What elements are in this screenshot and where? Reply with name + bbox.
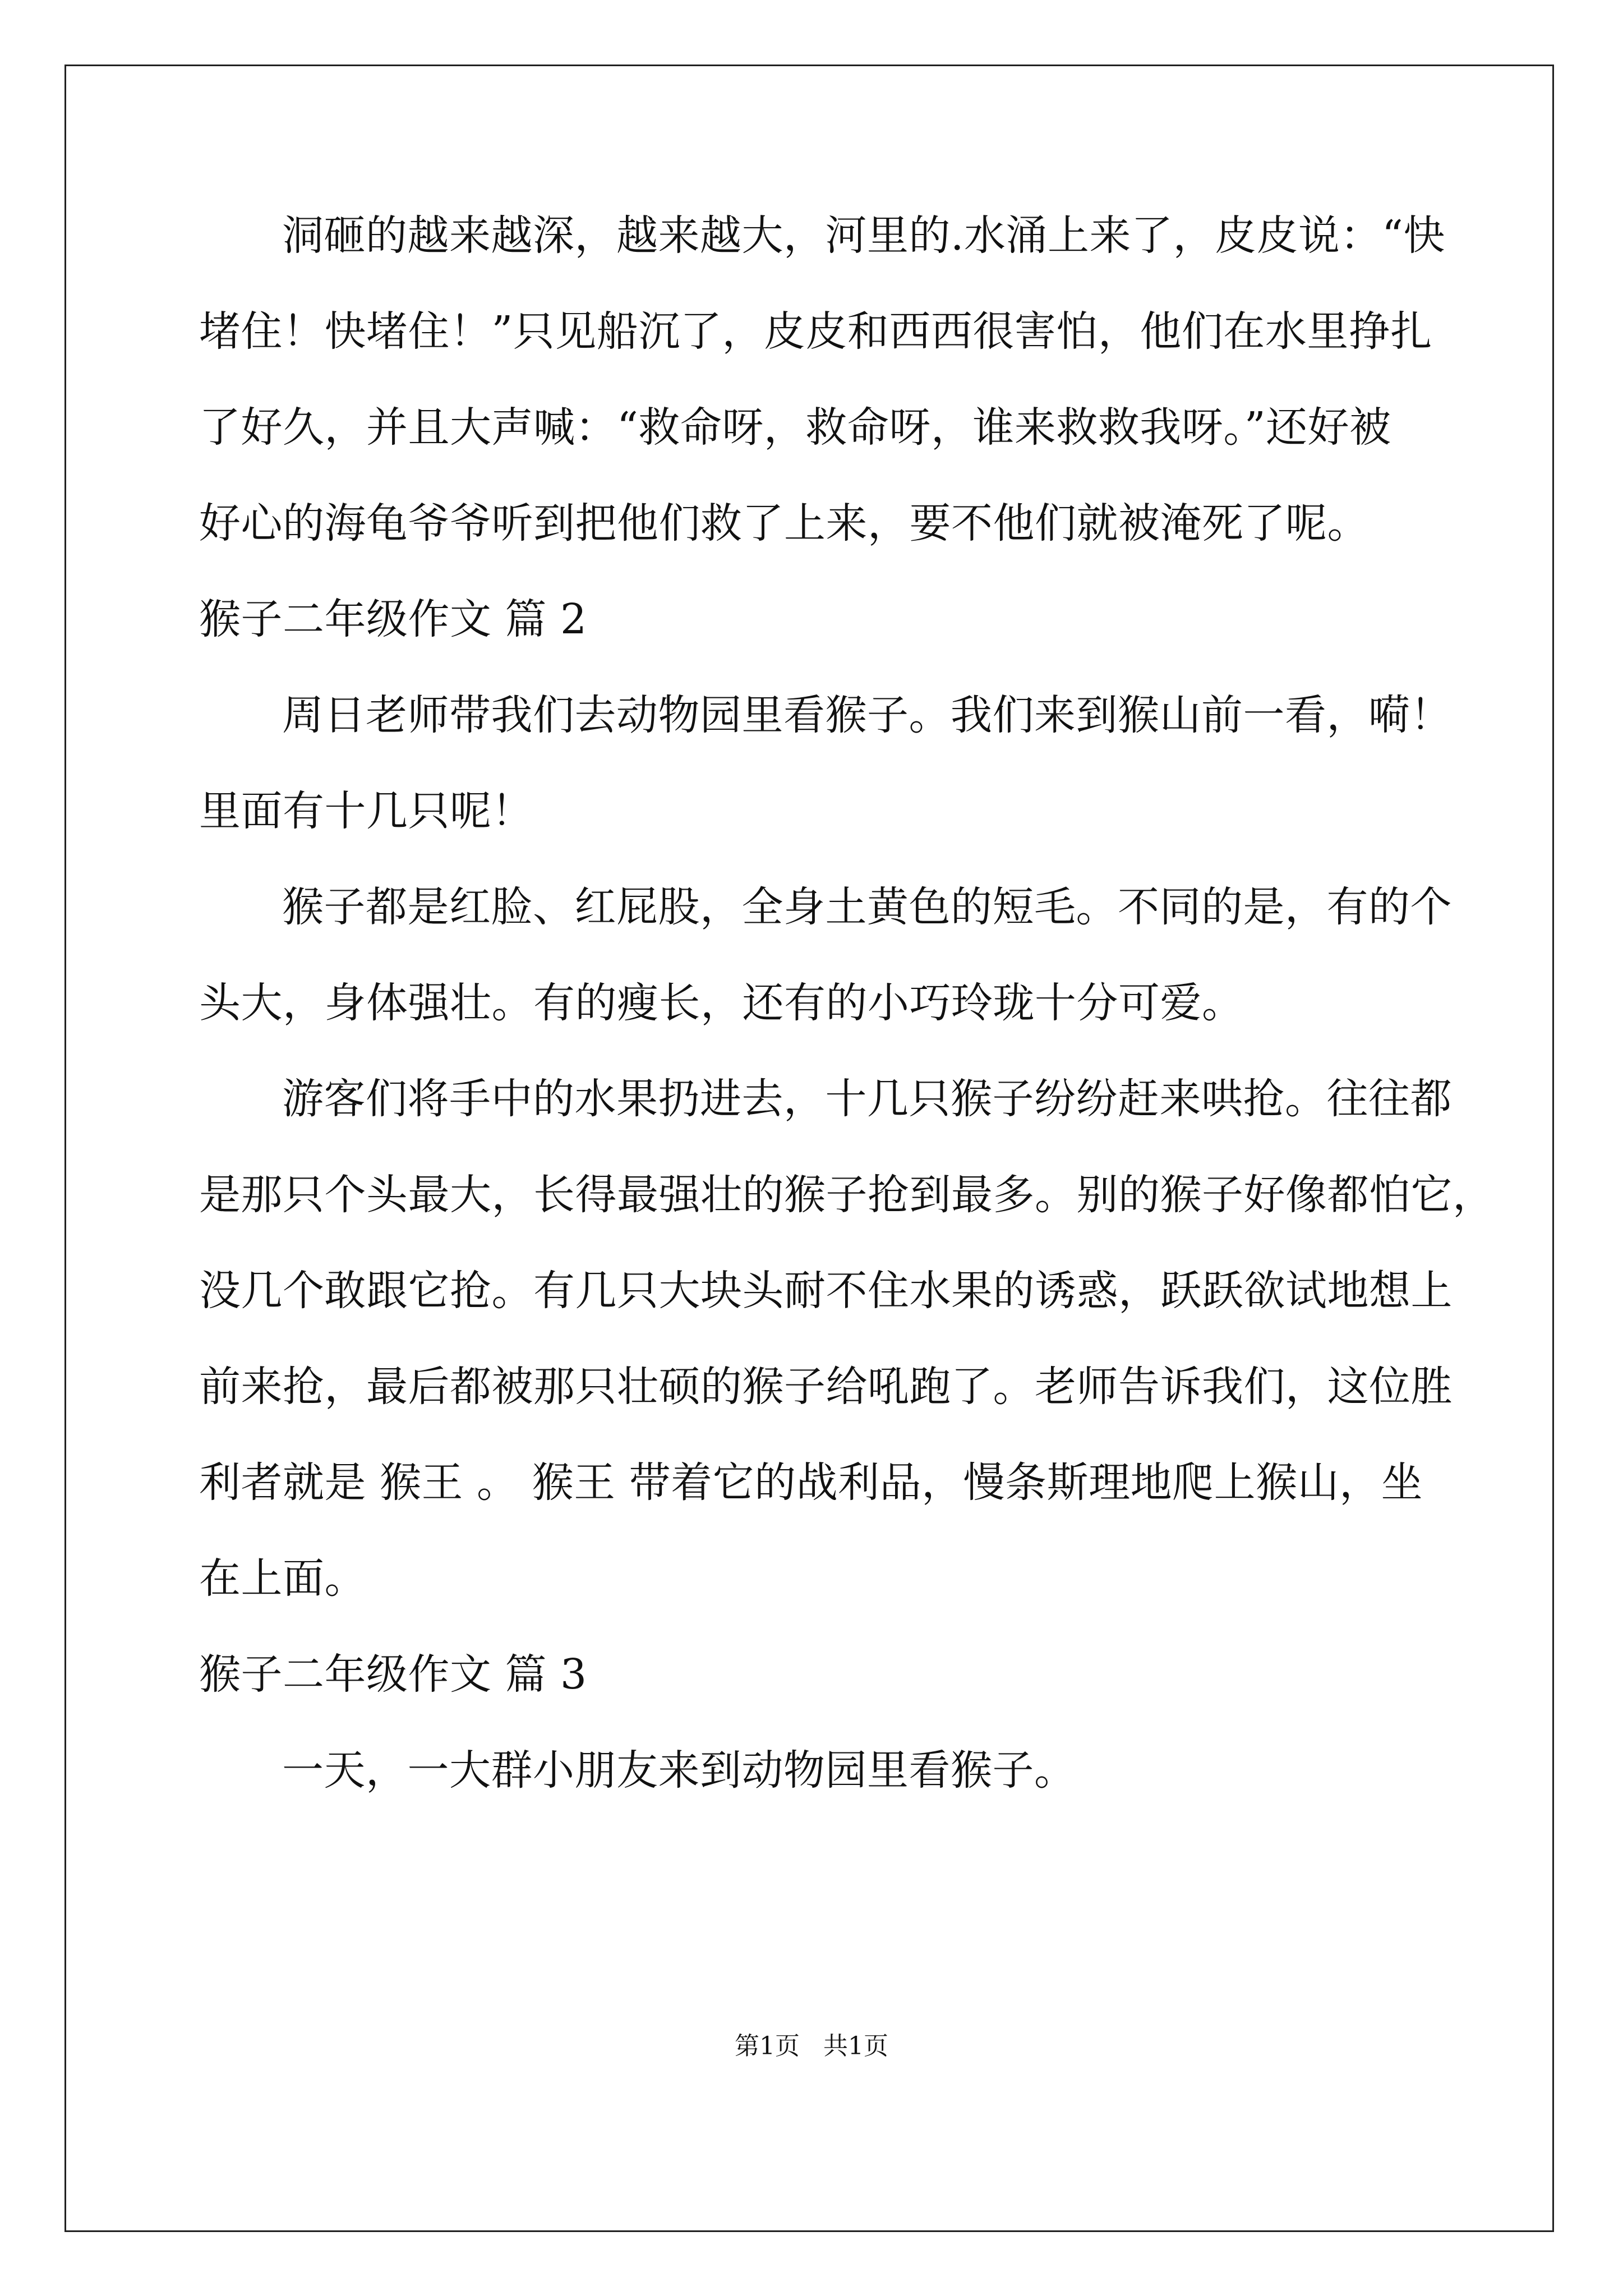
paragraph-line: 好心的海龟爷爷听到把他们救了上来，要不他们就被淹死了呢。 [199,499,1369,547]
paragraph-line: 利者就是 猴王 。 猴王 带着它的战利品，慢条斯理地爬上猴山，坐 [199,1458,1423,1507]
paragraph-line: 是那只个头最大，长得最强壮的猴子抢到最多。别的猴子好像都怕它， [199,1171,1495,1219]
page-number: 第1页 共1页 [735,2032,888,2060]
page-border [64,65,1554,2232]
paragraph-line: 在上面。 [199,1554,366,1603]
paragraph-line: 了好久，并且大声喊：“救命呀，救命呀，谁来救救我呀。”还好被 [199,403,1391,452]
paragraph-line: 洞砸的越来越深，越来越大，河里的.水涌上来了，皮皮说：“快 [282,211,1445,260]
paragraph-line: 周日老师带我们去动物园里看猴子。我们来到猴山前一看，嗬！ [282,691,1452,739]
paragraph-line: 里面有十几只呢！ [199,787,533,835]
section-heading: 猴子二年级作文 篇 3 [199,1650,587,1699]
paragraph-line: 一天，一大群小朋友来到动物园里看猴子。 [282,1746,1076,1795]
section-heading: 猴子二年级作文 篇 2 [199,595,587,643]
page-footer [0,2030,1623,2063]
paragraph-line: 猴子都是红脸、红屁股，全身土黄色的短毛。不同的是，有的个 [282,883,1452,931]
paragraph-line: 没几个敢跟它抢。有几只大块头耐不住水果的诱惑，跃跃欲试地想上 [199,1267,1453,1315]
paragraph-line: 头大，身体强壮。有的瘦长，还有的小巧玲珑十分可爱。 [199,979,1244,1027]
paragraph-line: 堵住！快堵住！”只见船沉了，皮皮和西西很害怕，他们在水里挣扎 [199,307,1432,356]
paragraph-line: 游客们将手中的水果扔进去，十几只猴子纷纷赶来哄抢。往往都 [282,1075,1452,1123]
paragraph-line: 前来抢，最后都被那只壮硕的猴子给吼跑了。老师告诉我们，这位胜 [199,1363,1453,1411]
